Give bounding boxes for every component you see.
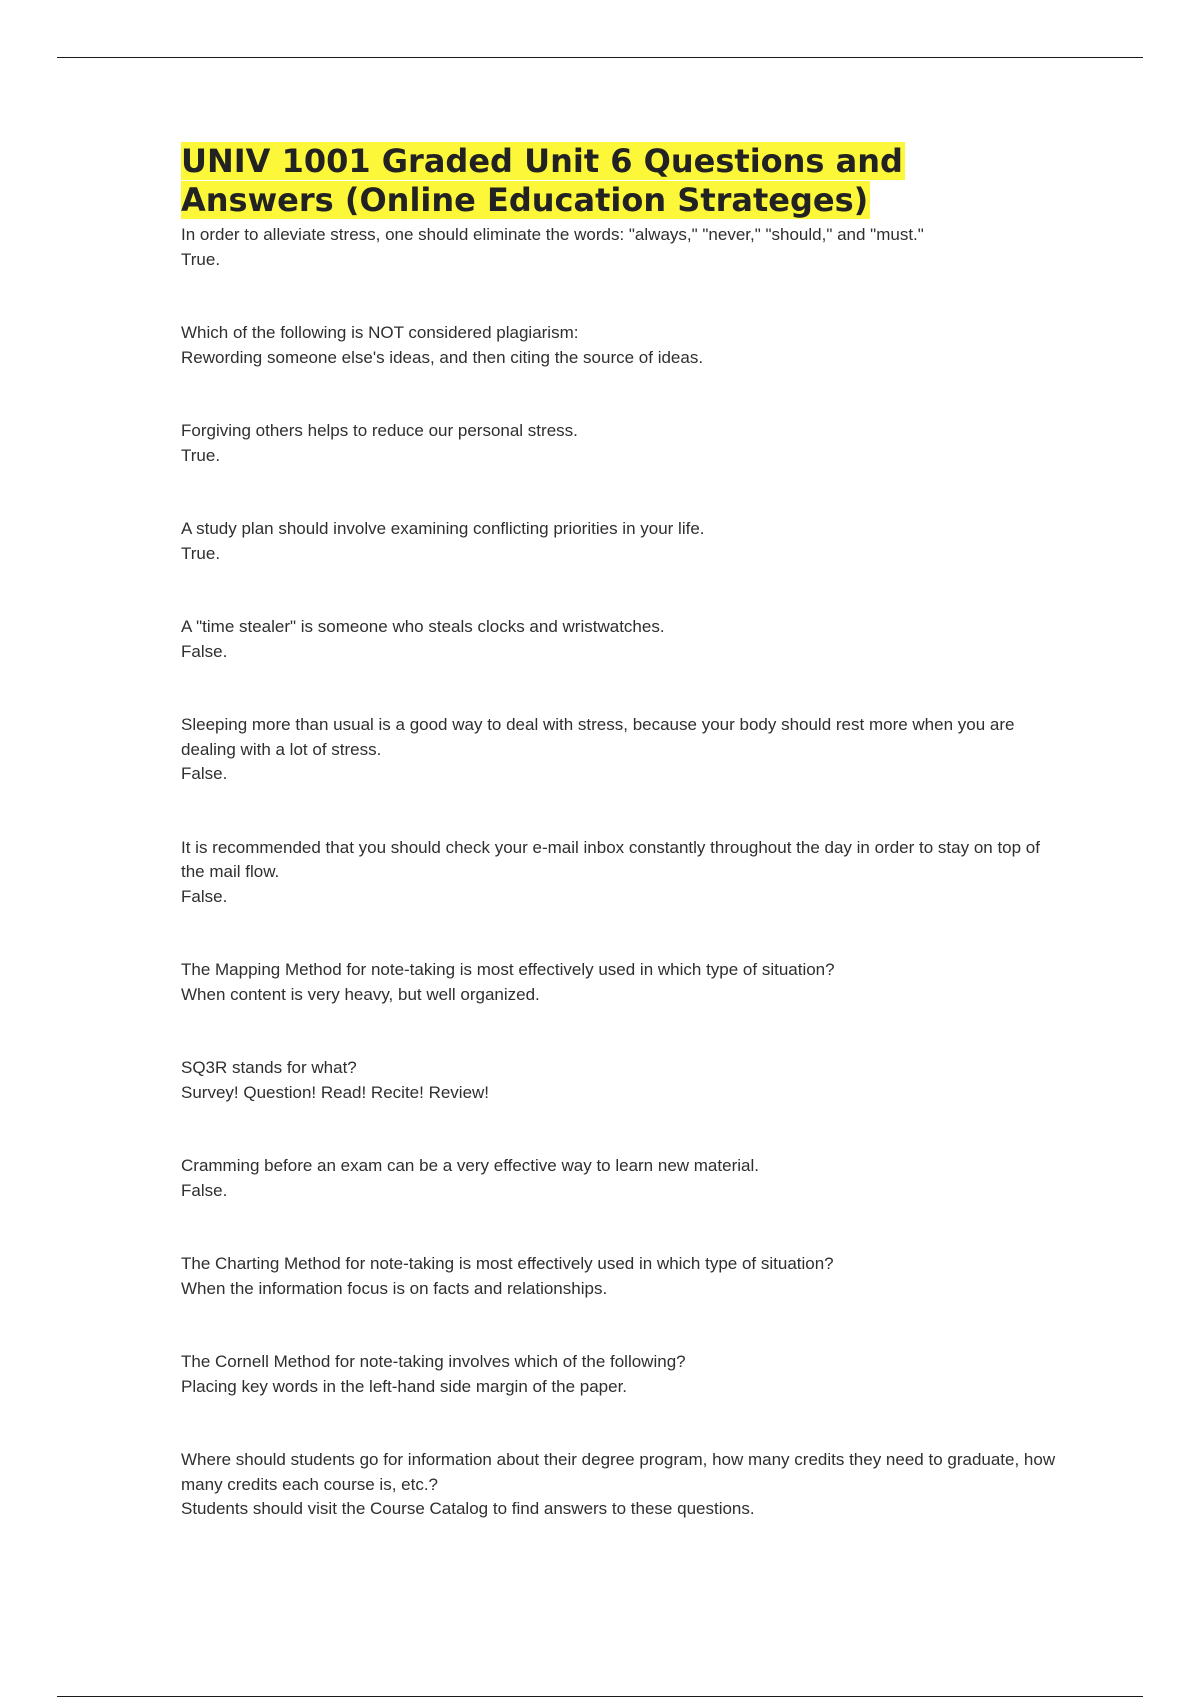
document-title: [181, 142, 1061, 220]
answer-text: True.: [181, 249, 221, 269]
qa-item-9: [181, 1056, 1061, 1105]
question-text: A "time stealer" is someone who steals clocks and wristwatches.: [181, 617, 665, 636]
qa-item-10: [181, 1154, 1061, 1203]
document-body: [181, 142, 1061, 1522]
answer-text: Placing key words in the left-hand side margin of the paper.: [181, 1376, 628, 1396]
question-text: Cramming before an exam can be a very effective way to learn new material.: [181, 1156, 759, 1175]
answer-text: Students should visit the Course Catalog to find answers to these questions.: [181, 1499, 755, 1518]
answer-text: True.: [181, 445, 221, 465]
answer-text: False.: [181, 641, 228, 661]
question-text: In order to alleviate stress, one should eliminate the words: "always," "never," "should," and "must.": [181, 225, 924, 244]
qa-item-7: [181, 836, 1061, 910]
top-rule: [57, 57, 1143, 58]
answer-text: False.: [181, 1180, 228, 1200]
qa-item-12: [181, 1350, 1061, 1399]
question-text: Sleeping more than usual is a good way to deal with stress, because your body should rest more when you are dealing with a lot of stress.: [181, 715, 1015, 759]
answer-text: False.: [181, 764, 228, 783]
qa-item-11: [181, 1252, 1061, 1301]
answer-text: When the information focus is on facts and relationships.: [181, 1278, 608, 1298]
answer-text: False.: [181, 886, 228, 906]
question-text: It is recommended that you should check your e-mail inbox constantly throughout the day in order to stay on top of the mail flow.: [181, 837, 1040, 881]
qa-item-8: [181, 958, 1061, 1007]
question-text: A study plan should involve examining conflicting priorities in your life.: [181, 519, 705, 538]
question-text: Where should students go for information about their degree program, how many credits they need to graduate, how many credits each course is, etc.?: [181, 1450, 1056, 1494]
qa-item-6: [181, 713, 1061, 787]
qa-item-1: [181, 223, 1061, 272]
question-text: The Mapping Method for note-taking is most effectively used in which type of situation?: [181, 960, 835, 979]
question-text: The Cornell Method for note-taking involves which of the following?: [181, 1352, 686, 1371]
qa-item-3: [181, 419, 1061, 468]
question-text: SQ3R stands for what?: [181, 1058, 357, 1077]
qa-item-2: [181, 321, 1061, 370]
question-text: Which of the following is NOT considered plagiarism:: [181, 323, 579, 342]
qa-item-13: [181, 1448, 1061, 1522]
document-title-text: UNIV 1001 Graded Unit 6 Questions and Answers (Online Education Strateges): [181, 142, 903, 219]
answer-text: Survey! Question! Read! Recite! Review!: [181, 1082, 490, 1102]
question-text: The Charting Method for note-taking is most effectively used in which type of situation?: [181, 1254, 834, 1273]
answer-text: True.: [181, 543, 221, 563]
bottom-rule: [57, 1696, 1143, 1697]
qa-item-5: [181, 615, 1061, 664]
answer-text: Rewording someone else's ideas, and then citing the source of ideas.: [181, 347, 704, 367]
question-text: Forgiving others helps to reduce our personal stress.: [181, 421, 578, 440]
qa-item-4: [181, 517, 1061, 566]
answer-text: When content is very heavy, but well organized.: [181, 984, 540, 1004]
